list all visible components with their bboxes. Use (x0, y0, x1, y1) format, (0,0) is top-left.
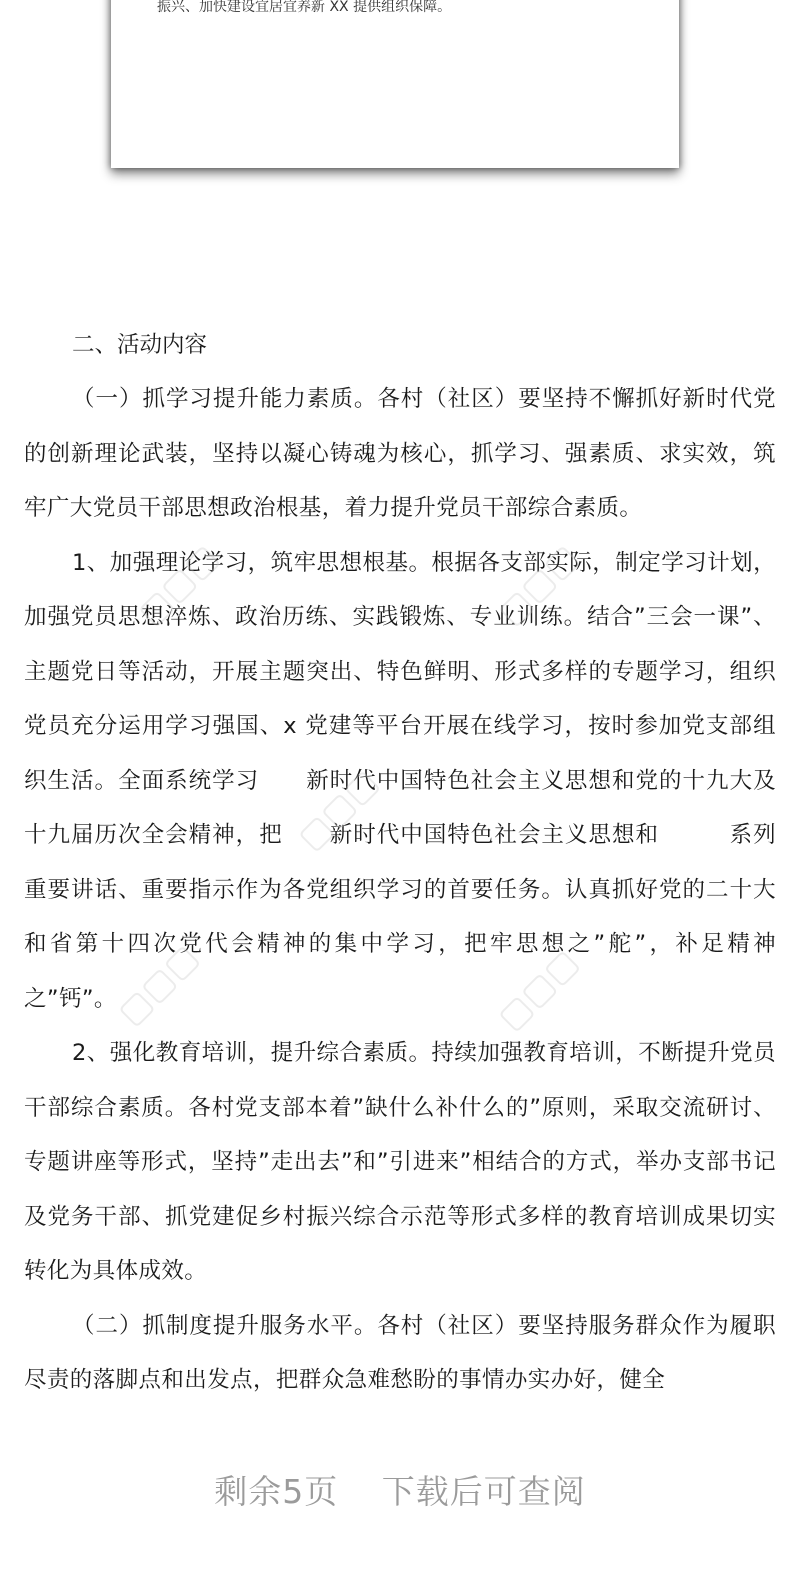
section-heading: 二、活动内容 (72, 332, 208, 358)
watermark-1: ▢▢▢ (129, 536, 227, 634)
remaining-pages-label: 剩余5页 (214, 1472, 339, 1511)
watermark-3: ▢▢▢ (289, 761, 387, 859)
paragraph-3: 2、强化教育培训，提升综合素质。持续加强教育培训，不断提升党员干部综合素质。各村党支部本着”缺什么补什么的”原则，采取交流研讨、专题讲座等形式，坚持”走出去”和”引进来”相结合的方式，举办支部书记及党务干部、抓党建促乡村振兴综合示范等形式多样的教育培训成果切实转化为具体成效。 (24, 1040, 776, 1284)
download-prompt[interactable] (0, 1466, 800, 1513)
previous-page-last-line: 振兴、加快建设宜居宜养新 XX 提供组织保障。 (157, 0, 452, 15)
watermark-2: ▢▢▢ (489, 536, 587, 634)
paragraph-2: 1、加强理论学习，筑牢思想根基。根据各支部实际，制定学习计划，加强党员思想淬炼、政治历练、实践锻炼、专业训练。结合”三会一课”、主题党日等活动，开展主题突出、特色鲜明、形式多样的专题学习，组织党员充分运用学习强国、x 党建等平台开展在线学习，按时参加党支部组织生活。全面系统学习 新时代中国特色社会主义思想和党的十九大及十九届历次全会精神，把 新时代中国特色社会主义思想和 系列重要讲话、重要指示作为各党组织学习的首要任务。认真抓好党的二十大和省第十四次党代会精神的集中学习，把牢思想之”舵”，补足精神之”钙”。 (24, 549, 776, 1012)
watermark-5: ▢▢▢ (489, 941, 587, 1039)
download-hint-label: 下载后可查阅 (381, 1472, 586, 1511)
document-body (24, 318, 776, 1408)
watermark-4: ▢▢▢ (109, 936, 207, 1034)
paragraph-1: （一）抓学习提升能力素质。各村（社区）要坚持不懈抓好新时代党的创新理论武装，坚持以凝心铸魂为核心，抓学习、强素质、求实效，筑牢广大党员干部思想政治根基，着力提升党员干部综合素质。 (24, 386, 776, 521)
previous-page-card (111, 0, 679, 168)
paragraph-4: （二）抓制度提升服务水平。各村（社区）要坚持服务群众作为履职尽责的落脚点和出发点，把群众急难愁盼的事情办实办好，健全 (24, 1312, 776, 1393)
